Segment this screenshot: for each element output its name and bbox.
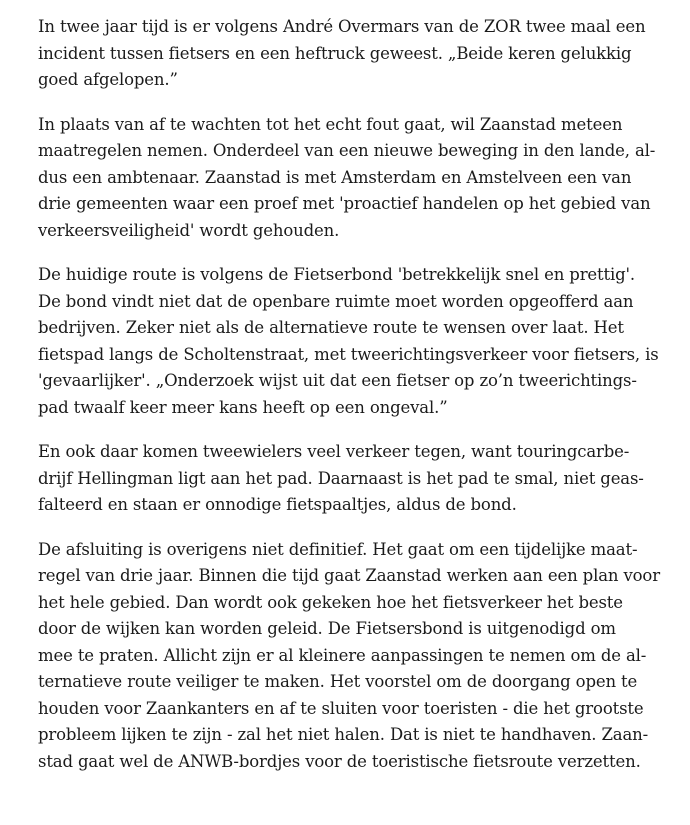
text-line: De afsluiting is overigens niet definitief. Het gaat om een tijdelijke maat- xyxy=(38,539,638,559)
paragraph-3 xyxy=(38,262,678,421)
paragraph-1 xyxy=(38,14,678,94)
text-line: De huidige route is volgens de Fietserbond 'betrekkelijk snel en prettig'. xyxy=(38,265,636,284)
text-line: ternatieve route veiliger te maken. Het voorstel om de doorgang open te xyxy=(38,672,638,691)
text-line: het hele gebied. Dan wordt ook gekeken hoe het fietsverkeer het beste xyxy=(38,592,623,612)
text-line: bedrijven. Zeker niet als de alternatieve route te wensen over laat. Het xyxy=(38,318,624,337)
text-line: De bond vindt niet dat de openbare ruimte moet worden opgeofferd aan xyxy=(38,291,634,311)
text-line: probleem lijken te zijn - zal het niet halen. Dat is niet te handhaven. Zaan- xyxy=(38,725,649,744)
paragraph-4 xyxy=(38,439,678,519)
article-body xyxy=(38,14,678,793)
text-line: door de wijken kan worden geleid. De Fietsersbond is uitgenodigd om xyxy=(38,619,616,638)
text-line: En ook daar komen tweewielers veel verkeer tegen, want touringcarbe- xyxy=(38,442,630,461)
text-line: verkeersveiligheid' wordt gehouden. xyxy=(38,220,340,240)
paragraph-2 xyxy=(38,112,678,245)
text-line: maatregelen nemen. Onderdeel van een nieuwe beweging in den lande, al- xyxy=(38,141,656,160)
text-line: dus een ambtenaar. Zaanstad is met Amsterdam en Amstelveen een van xyxy=(38,167,632,187)
text-line: pad twaalf keer meer kans heeft op een ongeval.” xyxy=(38,397,448,417)
text-line: drijf Hellingman ligt aan het pad. Daarnaast is het pad te smal, niet geas- xyxy=(38,468,644,488)
text-line: stad gaat wel de ANWB-bordjes voor de toeristische fietsroute verzetten. xyxy=(38,751,641,771)
text-line: regel van drie jaar. Binnen die tijd gaat Zaanstad werken aan een plan voor xyxy=(38,566,660,585)
text-line: In plaats van af te wachten tot het echt fout gaat, wil Zaanstad meteen xyxy=(38,114,623,134)
text-line: In twee jaar tijd is er volgens André Overmars van de ZOR twee maal een xyxy=(38,17,646,36)
paragraph-5 xyxy=(38,537,678,776)
text-line: 'gevaarlijker'. „Onderzoek wijst uit dat een fietser op zo’n tweerichtings- xyxy=(38,371,637,390)
text-line: mee te praten. Allicht zijn er al kleinere aanpassingen te nemen om de al- xyxy=(38,645,647,665)
text-line: fietspad langs de Scholtenstraat, met tweerichtingsverkeer voor fietsers, is xyxy=(38,344,659,364)
text-line: incident tussen fietsers en een heftruck geweest. „Beide keren gelukkig xyxy=(38,43,632,63)
text-line: drie gemeenten waar een proef met 'proactief handelen op het gebied van xyxy=(38,194,651,213)
text-line: falteerd en staan er onnodige fietspaaltjes, aldus de bond. xyxy=(38,495,517,514)
text-line: goed afgelopen.” xyxy=(38,70,178,89)
text-line: houden voor Zaankanters en af te sluiten voor toeristen - die het grootste xyxy=(38,698,644,718)
